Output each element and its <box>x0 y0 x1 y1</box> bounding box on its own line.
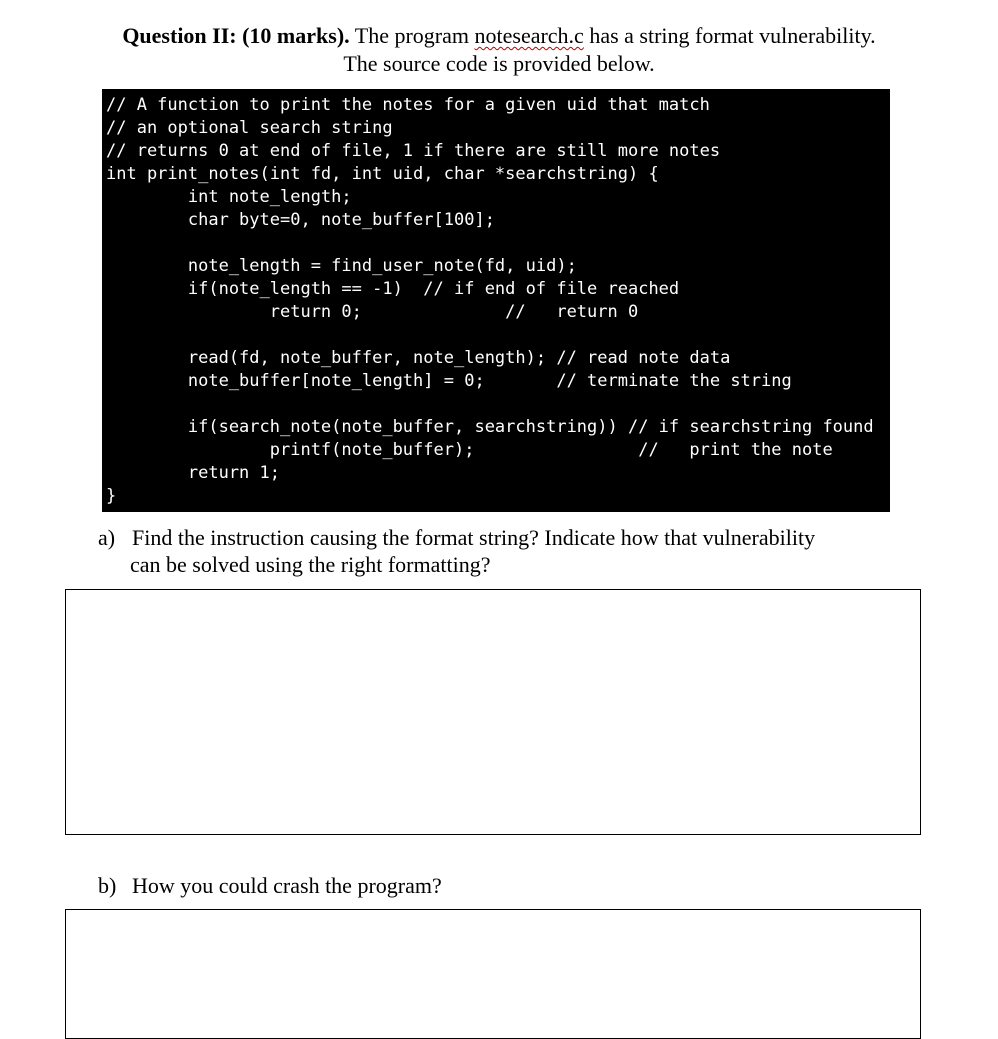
code-line <box>106 324 890 347</box>
question-b-marker: b) <box>98 873 117 898</box>
code-line: if(search_note(note_buffer, searchstring)) // if searchstring found <box>106 417 874 437</box>
question-heading <box>0 22 998 78</box>
code-line: return 0; // return 0 <box>106 302 639 322</box>
question-a-marker: a) <box>98 525 116 550</box>
code-line: int note_length; <box>106 187 352 207</box>
code-line: // an optional search string <box>106 118 393 138</box>
heading-text-after: has a string format vulnerability. <box>583 23 876 48</box>
filename: notesearch.c <box>474 23 584 48</box>
code-line: return 1; <box>106 463 280 483</box>
heading-text-before: The program <box>349 23 475 48</box>
code-line: note_buffer[note_length] = 0; // terminate the string <box>106 371 792 391</box>
code-line: } <box>106 486 117 506</box>
code-line: note_length = find_user_note(fd, uid); <box>106 256 577 276</box>
question-a-text-line-1: Find the instruction causing the format string? Indicate how that vulnerability <box>132 525 816 550</box>
code-line: if(note_length == -1) // if end of file reached <box>106 279 680 299</box>
heading-line-1 <box>0 22 998 50</box>
heading-line-2: The source code is provided below. <box>343 51 655 76</box>
answer-box-a[interactable] <box>65 589 921 835</box>
code-line: char byte=0, note_buffer[100]; <box>106 210 495 230</box>
code-line: int print_notes(int fd, int uid, char *searchstring) { <box>106 164 659 184</box>
code-line: // A function to print the notes for a given uid that match <box>106 95 710 115</box>
question-b-text-line-1: How you could crash the program? <box>132 873 442 898</box>
code-line: printf(note_buffer); // print the note <box>106 440 833 460</box>
answer-box-b[interactable] <box>65 909 921 1039</box>
question-a <box>98 524 815 578</box>
source-code-block <box>102 89 890 512</box>
code-line: // returns 0 at end of file, 1 if there are still more notes <box>106 141 721 161</box>
code-line <box>106 393 890 416</box>
question-b <box>98 872 442 899</box>
question-number: Question II: (10 marks). <box>122 23 350 48</box>
code-line: read(fd, note_buffer, note_length); // read note data <box>106 348 731 368</box>
question-a-text-line-2: can be solved using the right formatting? <box>130 552 491 577</box>
code-line <box>106 232 890 255</box>
